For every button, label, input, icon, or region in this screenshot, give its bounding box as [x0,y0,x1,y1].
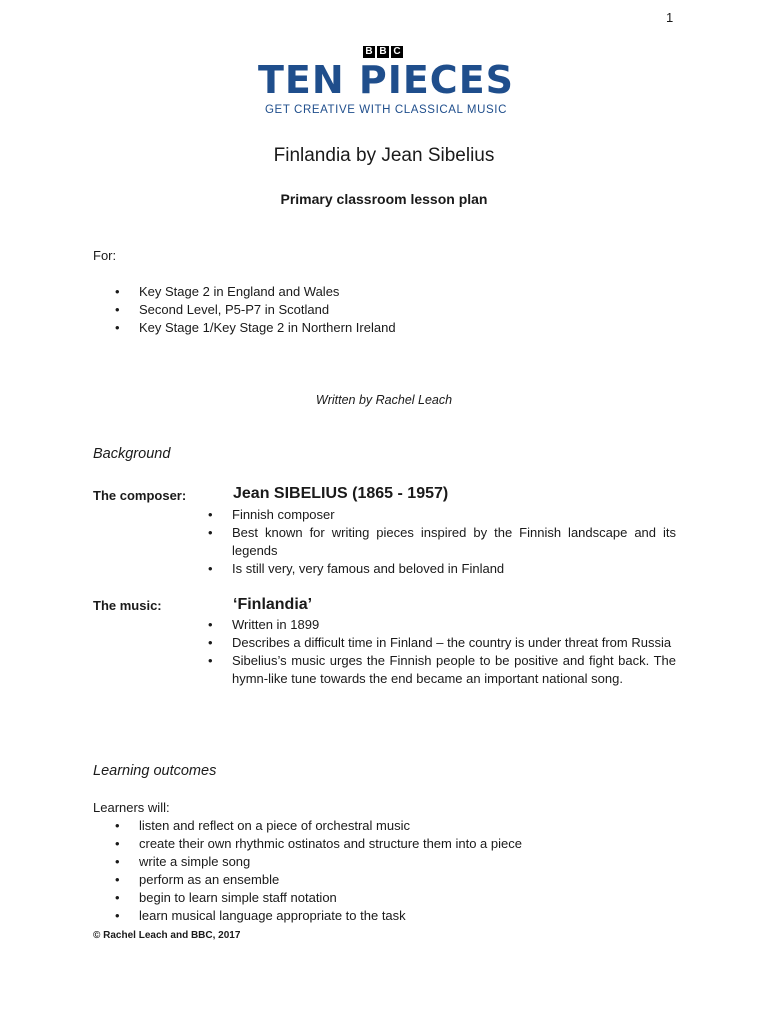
list-item: • Written in 1899 [232,616,676,634]
list-item: • Key Stage 1/Key Stage 2 in Northern Ireland [139,319,699,337]
document-title: Finlandia by Jean Sibelius [273,145,495,166]
composer-label: The composer: [93,488,187,503]
learning-outcomes-list [139,817,699,925]
logo-tagline: GET CREATIVE WITH CLASSICAL MUSIC [265,104,507,116]
bbc-logo [363,46,403,58]
list-item: • Sibelius’s music urges the Finnish people to be positive and fight back. The hymn-like tune towards the end became an important national song. [232,652,676,688]
list-item: • write a simple song [139,853,699,871]
learners-intro: Learners will: [93,800,170,815]
background-heading: Background [93,446,171,462]
list-item: • create their own rhythmic ostinatos and structure them into a piece [139,835,699,853]
music-title: ‘Finlandia’ [233,596,313,613]
list-item: • Key Stage 2 in England and Wales [139,283,699,301]
music-facts-list [232,616,676,688]
learning-outcomes-heading: Learning outcomes [93,763,217,779]
for-label: For: [93,248,117,263]
copyright-notice: © Rachel Leach and BBC, 2017 [93,930,241,941]
composer-name: Jean SIBELIUS (1865 - 1957) [233,485,449,502]
list-item: • Best known for writing pieces inspired by the Finnish landscape and its legends [232,524,676,560]
music-label: The music: [93,598,162,613]
page-number: 1 [666,10,674,25]
author-credit: Written by Rachel Leach [315,393,453,407]
document-subtitle: Primary classroom lesson plan [280,191,488,207]
list-item: • begin to learn simple staff notation [139,889,699,907]
bbc-letter: B [363,46,375,58]
ten-pieces-logo [255,46,517,120]
logo-wordmark: TEN PIECES [257,58,515,102]
list-item: • Is still very, very famous and beloved in Finland [232,560,676,578]
list-item: • Describes a difficult time in Finland – the country is under threat from Russia [232,634,676,652]
list-item: • listen and reflect on a piece of orchestral music [139,817,699,835]
list-item: • perform as an ensemble [139,871,699,889]
bbc-letter: C [391,46,403,58]
list-item: • learn musical language appropriate to the task [139,907,699,925]
audience-list [139,283,699,337]
composer-facts-list [232,506,676,578]
bbc-letter: B [377,46,389,58]
list-item: • Second Level, P5-P7 in Scotland [139,301,699,319]
list-item: • Finnish composer [232,506,676,524]
